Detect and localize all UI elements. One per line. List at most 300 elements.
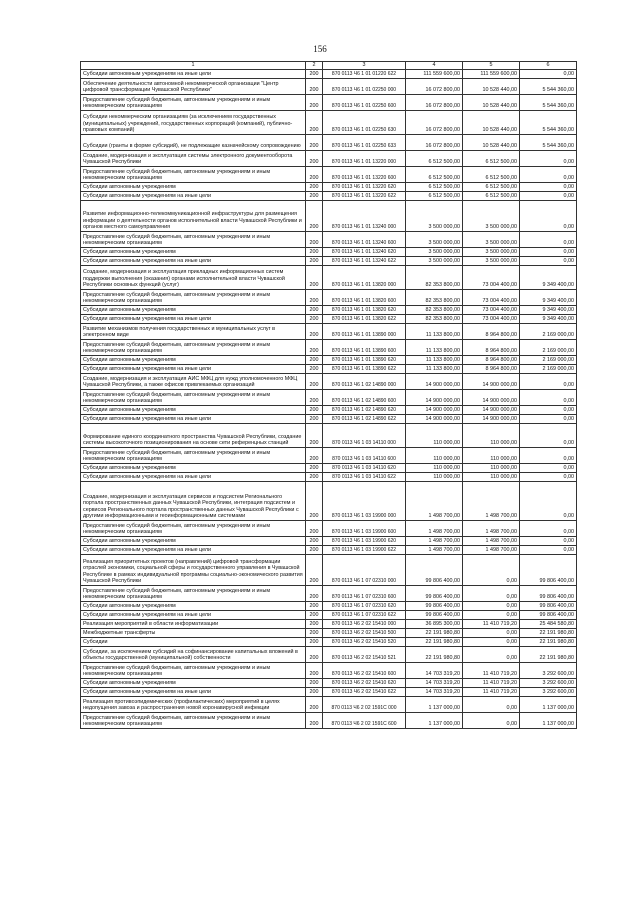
row-name: Создание, модернизация и эксплуатация сервисов и подсистем Регионального портала пространственных данных Чувашской Республики, интеграция подсистем и сервисов Регионального портала пространственных данных Чувашской Республики с другими информационными и геоинформационными системами (81, 482, 306, 521)
row-name: Субсидии автономным учреждениям (81, 406, 306, 415)
amount-republic: 0,00 (520, 546, 577, 555)
amount-federal: 110 000,00 (463, 473, 520, 482)
table-row (81, 340, 577, 356)
budget-code-cell: 870 0113 Ч6 1 01 13820 620 (323, 306, 406, 315)
budget-code-cell: 870 0113 Ч6 1 01 13220 000 (323, 151, 406, 167)
column-number-row (81, 62, 577, 70)
amount-total: 99 806 400,00 (406, 555, 463, 586)
amount-federal: 1 498 700,00 (463, 537, 520, 546)
amount-total: 16 072 800,00 (406, 135, 463, 151)
amount-federal: 11 410 719,20 (463, 663, 520, 679)
row-name: Субсидии (гранты в форме субсидий), не подлежащие казначейскому сопровождению (81, 135, 306, 151)
amount-republic: 0,00 (520, 482, 577, 521)
budget-code-cell: 870 0113 Ч6 1 01 13890 620 (323, 356, 406, 365)
amount-federal: 0,00 (463, 713, 520, 729)
amount-republic: 5 544 360,00 (520, 135, 577, 151)
table-row (81, 555, 577, 586)
table-row (81, 183, 577, 192)
code-cell: 200 (306, 151, 323, 167)
amount-total: 3 500 000,00 (406, 248, 463, 257)
code-cell: 200 (306, 111, 323, 135)
amount-federal: 111 559 600,00 (463, 70, 520, 79)
budget-code-cell: 870 0113 Ч6 1 01 13240 000 (323, 201, 406, 232)
amount-federal: 73 004 400,00 (463, 290, 520, 306)
amount-federal: 14 900 000,00 (463, 415, 520, 424)
amount-republic: 0,00 (520, 257, 577, 266)
budget-code-cell: 870 0113 Ч6 1 03 14110 620 (323, 464, 406, 473)
code-cell: 200 (306, 638, 323, 647)
row-name: Субсидии автономным учреждениям на иные цели (81, 688, 306, 697)
table-row (81, 688, 577, 697)
amount-total: 1 137 000,00 (406, 697, 463, 713)
amount-republic: 9 349 400,00 (520, 266, 577, 290)
code-cell: 200 (306, 70, 323, 79)
budget-code-cell: 870 0113 Ч6 1 03 19900 600 (323, 521, 406, 537)
budget-code-cell: 870 0113 Ч6 1 07 02310 000 (323, 555, 406, 586)
row-name: Субсидии автономным учреждениям на иные цели (81, 473, 306, 482)
amount-republic: 0,00 (520, 167, 577, 183)
table-row (81, 713, 577, 729)
amount-federal: 6 512 500,00 (463, 167, 520, 183)
row-name: Субсидии автономным учреждениям (81, 602, 306, 611)
amount-republic: 3 292 600,00 (520, 663, 577, 679)
row-name: Предоставление субсидий бюджетным, автономным учреждениям и иным некоммерческим организациям (81, 340, 306, 356)
amount-federal: 73 004 400,00 (463, 306, 520, 315)
row-name: Создание, модернизация и эксплуатация прикладных информационных систем поддержки выполнения (оказания) органами исполнительной власти Чувашской Республики основных функций (услуг) (81, 266, 306, 290)
table-row (81, 95, 577, 111)
table-row (81, 464, 577, 473)
budget-code-cell: 870 0113 Ч6 1 03 14110 000 (323, 424, 406, 448)
table-row (81, 135, 577, 151)
amount-federal: 0,00 (463, 555, 520, 586)
row-name: Предоставление субсидий бюджетным, автономным учреждениям и иным некоммерческим организациям (81, 586, 306, 602)
code-cell: 200 (306, 688, 323, 697)
row-name: Субсидии автономным учреждениям (81, 356, 306, 365)
amount-total: 99 806 400,00 (406, 611, 463, 620)
amount-total: 14 703 319,20 (406, 663, 463, 679)
amount-republic: 0,00 (520, 201, 577, 232)
table-row (81, 424, 577, 448)
row-name: Субсидии автономным учреждениям (81, 537, 306, 546)
amount-total: 6 512 500,00 (406, 183, 463, 192)
table-row (81, 629, 577, 638)
amount-total: 82 353 800,00 (406, 290, 463, 306)
amount-republic: 2 169 000,00 (520, 324, 577, 340)
amount-republic: 25 484 580,80 (520, 620, 577, 629)
code-cell: 200 (306, 356, 323, 365)
table-row (81, 248, 577, 257)
table-row (81, 70, 577, 79)
table-row (81, 290, 577, 306)
amount-republic: 5 544 360,00 (520, 79, 577, 95)
code-cell: 200 (306, 415, 323, 424)
column-header: 3 (323, 62, 406, 70)
amount-total: 14 900 000,00 (406, 390, 463, 406)
amount-republic: 9 349 400,00 (520, 290, 577, 306)
amount-federal: 1 498 700,00 (463, 482, 520, 521)
row-name: Субсидии автономным учреждениям на иные цели (81, 315, 306, 324)
amount-total: 16 072 800,00 (406, 79, 463, 95)
amount-federal: 6 512 500,00 (463, 183, 520, 192)
table-row (81, 192, 577, 201)
amount-federal: 110 000,00 (463, 464, 520, 473)
amount-total: 1 137 000,00 (406, 713, 463, 729)
budget-code-cell: 870 0113 Ч6 2 02 1591C 600 (323, 713, 406, 729)
code-cell: 200 (306, 586, 323, 602)
row-name: Обеспечение деятельности автономной некоммерческой организации "Центр цифровой трансформации Чувашской Республики" (81, 79, 306, 95)
budget-code-cell: 870 0113 Ч6 1 07 02310 620 (323, 602, 406, 611)
column-header: 1 (81, 62, 306, 70)
budget-code-cell: 870 0113 Ч6 1 01 13220 600 (323, 167, 406, 183)
code-cell: 200 (306, 192, 323, 201)
amount-republic: 1 137 000,00 (520, 713, 577, 729)
code-cell: 200 (306, 464, 323, 473)
table-row (81, 679, 577, 688)
row-name: Субсидии автономным учреждениям на иные цели (81, 415, 306, 424)
amount-republic: 0,00 (520, 537, 577, 546)
amount-federal: 0,00 (463, 602, 520, 611)
row-name: Предоставление субсидий бюджетным, автономным учреждениям и иным некоммерческим организациям (81, 390, 306, 406)
code-cell: 200 (306, 95, 323, 111)
budget-code-cell: 870 0113 Ч6 2 02 15410 620 (323, 679, 406, 688)
amount-federal: 11 410 719,20 (463, 679, 520, 688)
amount-federal: 3 500 000,00 (463, 248, 520, 257)
amount-republic: 0,00 (520, 464, 577, 473)
code-cell: 200 (306, 555, 323, 586)
code-cell: 200 (306, 135, 323, 151)
amount-republic: 0,00 (520, 70, 577, 79)
amount-republic: 22 191 980,80 (520, 647, 577, 663)
budget-code-cell: 870 0113 Ч6 1 01 13890 600 (323, 340, 406, 356)
code-cell: 200 (306, 374, 323, 390)
row-name: Реализация противоэпидемических (профилактических) мероприятий в целях недопущения завоза и распространения новой коронавирусной инфекции (81, 697, 306, 713)
code-cell: 200 (306, 306, 323, 315)
amount-federal: 14 900 000,00 (463, 406, 520, 415)
amount-federal: 10 528 440,00 (463, 79, 520, 95)
amount-federal: 1 498 700,00 (463, 546, 520, 555)
budget-code-cell: 870 0113 Ч6 1 02 14890 620 (323, 406, 406, 415)
amount-republic: 2 169 000,00 (520, 365, 577, 374)
table-row (81, 647, 577, 663)
amount-republic: 5 544 360,00 (520, 95, 577, 111)
code-cell: 200 (306, 629, 323, 638)
amount-republic: 0,00 (520, 248, 577, 257)
table-row (81, 638, 577, 647)
table-row (81, 663, 577, 679)
row-name: Субсидии автономным учреждениям (81, 306, 306, 315)
amount-federal: 3 500 000,00 (463, 232, 520, 248)
code-cell: 200 (306, 679, 323, 688)
table-row (81, 546, 577, 555)
code-cell: 200 (306, 482, 323, 521)
budget-code-cell: 870 0113 Ч6 2 02 15410 000 (323, 620, 406, 629)
amount-federal: 8 964 800,00 (463, 356, 520, 365)
amount-total: 22 191 980,80 (406, 629, 463, 638)
code-cell: 200 (306, 183, 323, 192)
row-name: Субсидии автономным учреждениям на иные цели (81, 192, 306, 201)
amount-federal: 10 528 440,00 (463, 95, 520, 111)
amount-republic: 22 191 980,80 (520, 638, 577, 647)
amount-total: 14 703 319,20 (406, 679, 463, 688)
budget-code-cell: 870 0113 Ч6 1 01 13890 622 (323, 365, 406, 374)
table-row (81, 448, 577, 464)
code-cell: 200 (306, 473, 323, 482)
amount-republic: 99 806 400,00 (520, 586, 577, 602)
amount-total: 1 498 700,00 (406, 482, 463, 521)
table-row (81, 315, 577, 324)
row-name: Предоставление субсидий бюджетным, автономным учреждениям и иным некоммерческим организациям (81, 713, 306, 729)
budget-code-cell: 870 0113 Ч6 1 03 19900 000 (323, 482, 406, 521)
budget-code-cell: 870 0113 Ч6 1 07 02310 622 (323, 611, 406, 620)
row-name: Развитие механизмов получения государственных и муниципальных услуг в электронном виде (81, 324, 306, 340)
row-name: Субсидии автономным учреждениям на иные цели (81, 365, 306, 374)
amount-republic: 0,00 (520, 424, 577, 448)
budget-code-cell: 870 0113 Ч6 2 02 1591C 000 (323, 697, 406, 713)
amount-federal: 14 900 000,00 (463, 374, 520, 390)
row-name: Предоставление субсидий бюджетным, автономным учреждениям и иным некоммерческим организациям (81, 448, 306, 464)
code-cell: 200 (306, 448, 323, 464)
table-row (81, 232, 577, 248)
amount-republic: 3 292 600,00 (520, 679, 577, 688)
amount-republic: 99 806 400,00 (520, 602, 577, 611)
budget-code-cell: 870 0113 Ч6 1 07 02310 600 (323, 586, 406, 602)
amount-republic: 3 292 600,00 (520, 688, 577, 697)
amount-total: 82 353 800,00 (406, 315, 463, 324)
table-row (81, 611, 577, 620)
column-header: 6 (520, 62, 577, 70)
table-row (81, 151, 577, 167)
row-name: Формирование единого координатного пространства Чувашской Республики, создание системы высокоточного позиционирования на основе сети референцных станций (81, 424, 306, 448)
amount-federal: 10 528 440,00 (463, 135, 520, 151)
row-name: Развитие информационно-телекоммуникационной инфраструктуры для размещения информации о деятельности органов исполнительной власти Чувашской Республики и органов местного самоуправления (81, 201, 306, 232)
amount-total: 16 072 800,00 (406, 111, 463, 135)
row-name: Субсидии автономным учреждениям (81, 679, 306, 688)
row-name: Предоставление субсидий бюджетным, автономным учреждениям и иным некоммерческим организациям (81, 663, 306, 679)
amount-federal: 3 500 000,00 (463, 257, 520, 266)
table-row (81, 356, 577, 365)
row-name: Реализация приоритетных проектов (направлений) цифровой трансформации отраслей экономики, социальной сферы и государственного управления в Чувашской Республике в рамках индивидуальной программы социально-экономического развития Чувашской Республики (81, 555, 306, 586)
table-row (81, 697, 577, 713)
code-cell: 200 (306, 521, 323, 537)
budget-code-cell: 870 0113 Ч6 1 01 13820 600 (323, 290, 406, 306)
row-name: Предоставление субсидий бюджетным, автономным учреждениям и иным некоммерческим организациям (81, 521, 306, 537)
amount-total: 6 512 500,00 (406, 151, 463, 167)
table-row (81, 167, 577, 183)
amount-total: 82 353 800,00 (406, 306, 463, 315)
code-cell: 200 (306, 663, 323, 679)
code-cell: 200 (306, 713, 323, 729)
column-header: 5 (463, 62, 520, 70)
table-row (81, 620, 577, 629)
amount-total: 1 498 700,00 (406, 521, 463, 537)
table-row (81, 521, 577, 537)
column-header: 4 (406, 62, 463, 70)
amount-republic: 9 349 400,00 (520, 306, 577, 315)
table-row (81, 537, 577, 546)
amount-federal: 6 512 500,00 (463, 151, 520, 167)
amount-total: 6 512 500,00 (406, 192, 463, 201)
amount-total: 22 191 980,80 (406, 647, 463, 663)
code-cell: 200 (306, 324, 323, 340)
row-name: Реализация мероприятий в области информатизации (81, 620, 306, 629)
amount-republic: 2 169 000,00 (520, 340, 577, 356)
amount-republic: 0,00 (520, 406, 577, 415)
amount-federal: 73 004 400,00 (463, 266, 520, 290)
table-row (81, 390, 577, 406)
amount-republic: 1 137 000,00 (520, 697, 577, 713)
amount-federal: 3 500 000,00 (463, 201, 520, 232)
budget-table (80, 61, 577, 729)
table-row (81, 266, 577, 290)
budget-code-cell: 870 0113 Ч6 1 03 14110 622 (323, 473, 406, 482)
code-cell: 200 (306, 315, 323, 324)
amount-federal: 73 004 400,00 (463, 315, 520, 324)
amount-total: 110 000,00 (406, 448, 463, 464)
amount-republic: 0,00 (520, 390, 577, 406)
row-name: Создание, модернизация и эксплуатация АИС МФЦ для нужд уполномоченного МФЦ Чувашской Республики, а также офисов привлекаемых организаций (81, 374, 306, 390)
budget-code-cell: 870 0113 Ч6 2 02 15410 622 (323, 688, 406, 697)
code-cell: 200 (306, 79, 323, 95)
amount-federal: 0,00 (463, 611, 520, 620)
budget-code-cell: 870 0113 Ч6 1 03 19900 620 (323, 537, 406, 546)
amount-federal: 0,00 (463, 629, 520, 638)
table-row (81, 201, 577, 232)
amount-federal: 10 528 440,00 (463, 111, 520, 135)
budget-code-cell: 870 0113 Ч6 2 02 15410 521 (323, 647, 406, 663)
amount-republic: 9 349 400,00 (520, 315, 577, 324)
row-name: Субсидии автономным учреждениям (81, 464, 306, 473)
amount-total: 99 806 400,00 (406, 586, 463, 602)
table-row (81, 415, 577, 424)
amount-republic: 2 169 000,00 (520, 356, 577, 365)
code-cell: 200 (306, 647, 323, 663)
amount-total: 3 500 000,00 (406, 232, 463, 248)
table-row (81, 482, 577, 521)
amount-total: 6 512 500,00 (406, 167, 463, 183)
code-cell: 200 (306, 620, 323, 629)
amount-republic: 0,00 (520, 151, 577, 167)
row-name: Субсидии некоммерческим организациям (за исключением государственных (муниципальных) учреждений, государственных корпораций (компаний), публично-правовых компаний) (81, 111, 306, 135)
amount-total: 36 895 300,00 (406, 620, 463, 629)
budget-code-cell: 870 0113 Ч6 1 01 13820 000 (323, 266, 406, 290)
amount-total: 14 900 000,00 (406, 406, 463, 415)
amount-federal: 14 900 000,00 (463, 390, 520, 406)
code-cell: 200 (306, 611, 323, 620)
amount-total: 11 133 800,00 (406, 365, 463, 374)
amount-republic: 99 806 400,00 (520, 555, 577, 586)
budget-code-cell: 870 0113 Ч6 1 01 13240 620 (323, 248, 406, 257)
amount-total: 1 498 700,00 (406, 546, 463, 555)
amount-federal: 0,00 (463, 586, 520, 602)
amount-republic: 0,00 (520, 415, 577, 424)
table-row (81, 111, 577, 135)
budget-code-cell: 870 0113 Ч6 1 02 14890 622 (323, 415, 406, 424)
row-name: Создание, модернизация и эксплуатация системы электронного документооборота Чувашской Республики (81, 151, 306, 167)
table-row (81, 406, 577, 415)
budget-code-cell: 870 0113 Ч6 1 01 02250 633 (323, 135, 406, 151)
budget-code-cell: 870 0113 Ч6 1 02 14890 000 (323, 374, 406, 390)
table-row (81, 602, 577, 611)
code-cell: 200 (306, 167, 323, 183)
amount-republic: 0,00 (520, 192, 577, 201)
table-row (81, 257, 577, 266)
amount-total: 82 353 800,00 (406, 266, 463, 290)
amount-federal: 110 000,00 (463, 424, 520, 448)
table-row (81, 365, 577, 374)
amount-total: 14 900 000,00 (406, 374, 463, 390)
row-name: Субсидии (81, 638, 306, 647)
amount-federal: 1 498 700,00 (463, 521, 520, 537)
code-cell: 200 (306, 537, 323, 546)
amount-republic: 0,00 (520, 183, 577, 192)
row-name: Субсидии автономным учреждениям на иные цели (81, 611, 306, 620)
table-row (81, 473, 577, 482)
amount-total: 11 133 800,00 (406, 356, 463, 365)
code-cell: 200 (306, 266, 323, 290)
code-cell: 200 (306, 602, 323, 611)
amount-total: 110 000,00 (406, 464, 463, 473)
amount-republic: 0,00 (520, 448, 577, 464)
amount-total: 16 072 800,00 (406, 95, 463, 111)
amount-federal: 8 964 800,00 (463, 340, 520, 356)
budget-code-cell: 870 0113 Ч6 1 02 14890 600 (323, 390, 406, 406)
amount-total: 11 133 800,00 (406, 340, 463, 356)
row-name: Предоставление субсидий бюджетным, автономным учреждениям и иным некоммерческим организациям (81, 290, 306, 306)
amount-total: 99 806 400,00 (406, 602, 463, 611)
row-name: Субсидии автономным учреждениям (81, 183, 306, 192)
code-cell: 200 (306, 697, 323, 713)
amount-federal: 11 410 719,20 (463, 620, 520, 629)
row-name: Субсидии автономным учреждениям (81, 248, 306, 257)
amount-republic: 22 191 980,80 (520, 629, 577, 638)
row-name: Субсидии автономным учреждениям на иные цели (81, 70, 306, 79)
row-name: Субсидии автономным учреждениям на иные цели (81, 257, 306, 266)
amount-republic: 0,00 (520, 521, 577, 537)
code-cell: 200 (306, 546, 323, 555)
amount-total: 11 133 800,00 (406, 324, 463, 340)
budget-code-cell: 870 0113 Ч6 1 01 13220 622 (323, 192, 406, 201)
budget-code-cell: 870 0113 Ч6 2 02 15410 520 (323, 638, 406, 647)
amount-federal: 0,00 (463, 647, 520, 663)
code-cell: 200 (306, 290, 323, 306)
budget-code-cell: 870 0113 Ч6 1 01 13820 622 (323, 315, 406, 324)
budget-code-cell: 870 0113 Ч6 2 02 15410 600 (323, 663, 406, 679)
code-cell: 200 (306, 248, 323, 257)
code-cell: 200 (306, 390, 323, 406)
budget-code-cell: 870 0113 Ч6 1 01 13240 600 (323, 232, 406, 248)
amount-total: 22 191 980,80 (406, 638, 463, 647)
amount-total: 110 000,00 (406, 424, 463, 448)
code-cell: 200 (306, 257, 323, 266)
budget-code-cell: 870 0113 Ч6 1 01 01220 622 (323, 70, 406, 79)
budget-code-cell: 870 0113 Ч6 1 01 13220 620 (323, 183, 406, 192)
budget-code-cell: 870 0113 Ч6 2 02 15410 500 (323, 629, 406, 638)
table-row (81, 374, 577, 390)
amount-republic: 5 544 360,00 (520, 111, 577, 135)
amount-federal: 8 964 800,00 (463, 324, 520, 340)
budget-code-cell: 870 0113 Ч6 1 01 02250 600 (323, 95, 406, 111)
amount-republic: 99 806 400,00 (520, 611, 577, 620)
row-name: Субсидии автономным учреждениям на иные цели (81, 546, 306, 555)
amount-republic: 0,00 (520, 232, 577, 248)
amount-federal: 0,00 (463, 638, 520, 647)
table-body (81, 70, 577, 729)
budget-code-cell: 870 0113 Ч6 1 01 02250 630 (323, 111, 406, 135)
amount-federal: 110 000,00 (463, 448, 520, 464)
amount-total: 14 900 000,00 (406, 415, 463, 424)
row-name: Предоставление субсидий бюджетным, автономным учреждениям и иным некоммерческим организациям (81, 232, 306, 248)
code-cell: 200 (306, 340, 323, 356)
